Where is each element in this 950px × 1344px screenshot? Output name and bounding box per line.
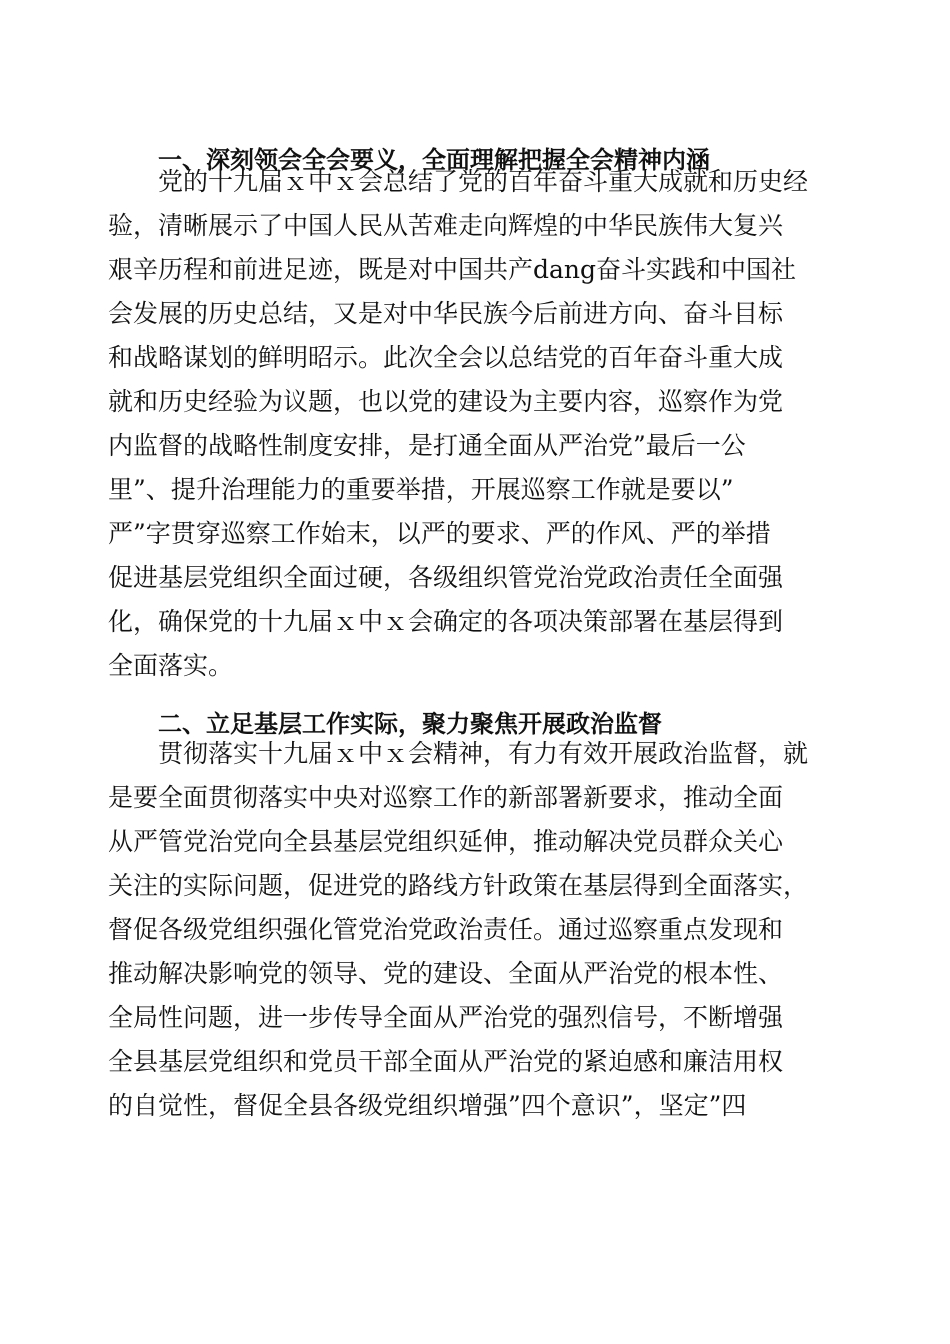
section-1-heading: 一、深刻领会全会要义，全面理解把握全会精神内涵 [158, 146, 710, 174]
section-2-line-9: 的自觉性，督促全县各级党组织增强”四个意识”，坚定”四 [108, 1091, 747, 1120]
section-1-line-6: 就和历史经验为议题，也以党的建设为主要内容，巡察作为党 [108, 387, 784, 416]
section-2-line-7: 全局性问题，进一步传导全面从严治党的强烈信号，不断增强 [108, 1003, 784, 1032]
section-1-line-1: 党的十九届ｘ中ｘ会总结了党的百年奋斗重大成就和历史经 [158, 167, 809, 196]
section-1-line-9: 严”字贯穿巡察工作始末，以严的要求、严的作风、严的举措 [108, 519, 771, 548]
section-1-line-4: 会发展的历史总结，又是对中华民族今后前进方向、奋斗目标 [108, 299, 784, 328]
section-1-line-3: 艰辛历程和前进足迹，既是对中国共产dang奋斗实践和中国社 [108, 255, 797, 284]
section-2-line-8: 全县基层党组织和党员干部全面从严治党的紧迫感和廉洁用权 [108, 1047, 784, 1076]
section-1-line-11: 化，确保党的十九届ｘ中ｘ会确定的各项决策部署在基层得到 [108, 607, 784, 636]
section-1-line-10: 促进基层党组织全面过硬，各级组织管党治党政治责任全面强 [108, 563, 784, 592]
section-1-line-5: 和战略谋划的鲜明昭示。此次全会以总结党的百年奋斗重大成 [108, 343, 784, 372]
section-1-line-12: 全面落实。 [108, 651, 234, 680]
section-2-line-2: 是要全面贯彻落实中央对巡察工作的新部署新要求，推动全面 [108, 783, 784, 812]
section-2-line-3: 从严管党治党向全县基层党组织延伸，推动解决党员群众关心 [108, 827, 784, 856]
section-2-line-5: 督促各级党组织强化管党治党政治责任。通过巡察重点发现和 [108, 915, 784, 944]
section-1-line-7: 内监督的战略性制度安排，是打通全面从严治党”最后一公 [108, 431, 746, 460]
section-2-line-4: 关注的实际问题，促进党的路线方针政策在基层得到全面落实， [108, 871, 809, 900]
section-1-line-8: 里”、提升治理能力的重要举措，开展巡察工作就是要以” [108, 475, 734, 504]
section-2-line-6: 推动解决影响党的领导、党的建设、全面从严治党的根本性、 [108, 959, 784, 988]
section-1-line-2: 验，清晰展示了中国人民从苦难走向辉煌的中华民族伟大复兴 [108, 211, 784, 240]
section-2-line-1: 贯彻落实十九届ｘ中ｘ会精神，有力有效开展政治监督，就 [158, 739, 809, 768]
section-2-heading: 二、立足基层工作实际，聚力聚焦开展政治监督 [158, 710, 662, 738]
